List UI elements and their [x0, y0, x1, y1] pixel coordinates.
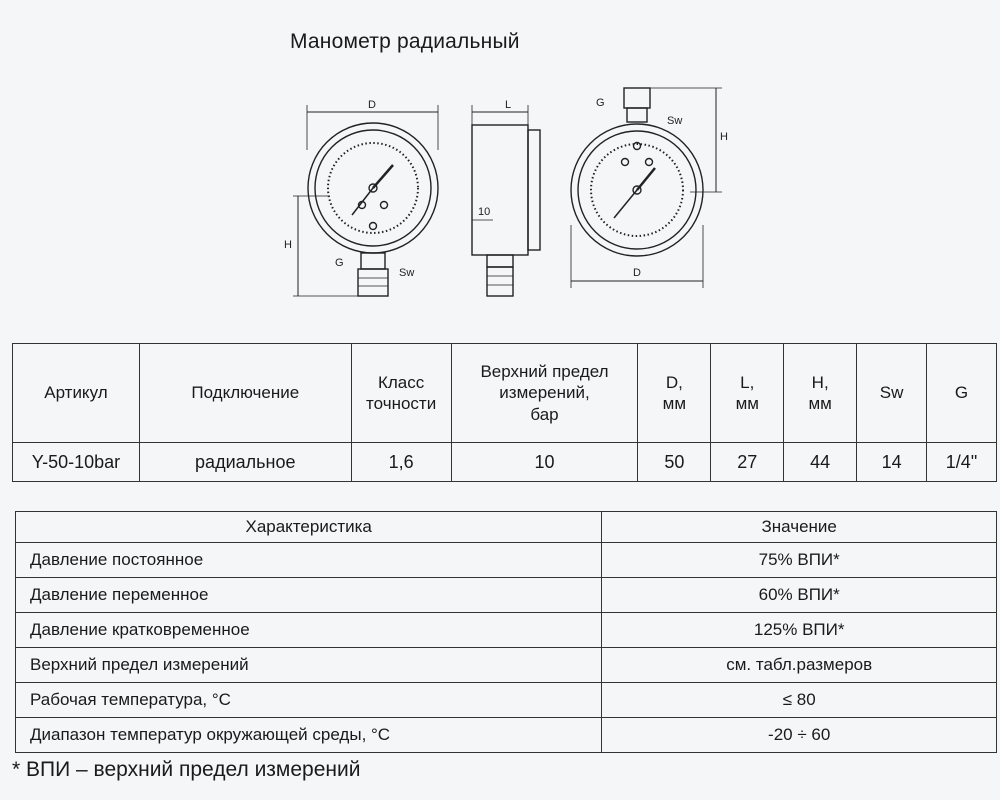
- front-d-label: D: [368, 99, 376, 111]
- cell-sw: 14: [857, 443, 927, 482]
- cell-value: 125% ВПИ*: [602, 613, 997, 648]
- col-upper-limit: Верхний предел измерений, бар: [451, 344, 638, 443]
- cell-value: 75% ВПИ*: [602, 543, 997, 578]
- col-d: D, мм: [638, 344, 711, 443]
- back-d-label: D: [633, 267, 641, 279]
- table-row: [13, 443, 997, 482]
- cell-characteristic: Верхний предел измерений: [16, 648, 602, 683]
- cell-characteristic: Рабочая температура, °С: [16, 683, 602, 718]
- footnote: * ВПИ – верхний предел измерений: [12, 758, 361, 781]
- col-connection: Подключение: [139, 344, 351, 443]
- characteristics-table: [15, 511, 997, 753]
- col-g: G: [927, 344, 997, 443]
- side-l-label: L: [505, 99, 512, 111]
- table-row: [16, 648, 997, 683]
- gauge-drawings: [0, 0, 1000, 320]
- cell-value: см. табл.размеров: [602, 648, 997, 683]
- col-articul: Артикул: [13, 344, 140, 443]
- cell-characteristic: Давление переменное: [16, 578, 602, 613]
- back-h-label: H: [720, 131, 728, 143]
- side-view-drawing: [472, 105, 540, 296]
- front-sw-label: Sw: [399, 267, 415, 279]
- table-row: [16, 578, 997, 613]
- cell-characteristic: Диапазон температур окружающей среды, °С: [16, 718, 602, 753]
- col-value: Значение: [602, 512, 997, 543]
- col-characteristic: Характеристика: [16, 512, 602, 543]
- cell-value: ≤ 80: [602, 683, 997, 718]
- cell-connection: радиальное: [139, 443, 351, 482]
- document-title: Манометр радиальный: [290, 30, 520, 53]
- cell-l: 27: [711, 443, 784, 482]
- back-sw-label: Sw: [667, 115, 683, 127]
- cell-articul: Y-50-10bar: [13, 443, 140, 482]
- cell-characteristic: Давление постоянное: [16, 543, 602, 578]
- front-view-drawing: [293, 105, 438, 296]
- back-view-drawing: [571, 88, 722, 288]
- cell-value: 60% ВПИ*: [602, 578, 997, 613]
- cell-h: 44: [784, 443, 857, 482]
- col-sw: Sw: [857, 344, 927, 443]
- back-g-label: G: [596, 97, 605, 109]
- side-10-label: 10: [478, 206, 491, 218]
- cell-value: -20 ÷ 60: [602, 718, 997, 753]
- cell-upper-limit: 10: [451, 443, 638, 482]
- cell-d: 50: [638, 443, 711, 482]
- table-row: [16, 613, 997, 648]
- dimensions-table: [12, 343, 997, 482]
- cell-class: 1,6: [351, 443, 451, 482]
- table-row: [16, 683, 997, 718]
- cell-g: 1/4": [927, 443, 997, 482]
- col-h: H, мм: [784, 344, 857, 443]
- table-row: [16, 543, 997, 578]
- front-g-label: G: [335, 257, 344, 269]
- front-h-label: H: [284, 239, 292, 251]
- cell-characteristic: Давление кратковременное: [16, 613, 602, 648]
- col-l: L, мм: [711, 344, 784, 443]
- col-class: Класс точности: [351, 344, 451, 443]
- table-row: [16, 718, 997, 753]
- table-header-row: [16, 512, 997, 543]
- table-header-row: [13, 344, 997, 443]
